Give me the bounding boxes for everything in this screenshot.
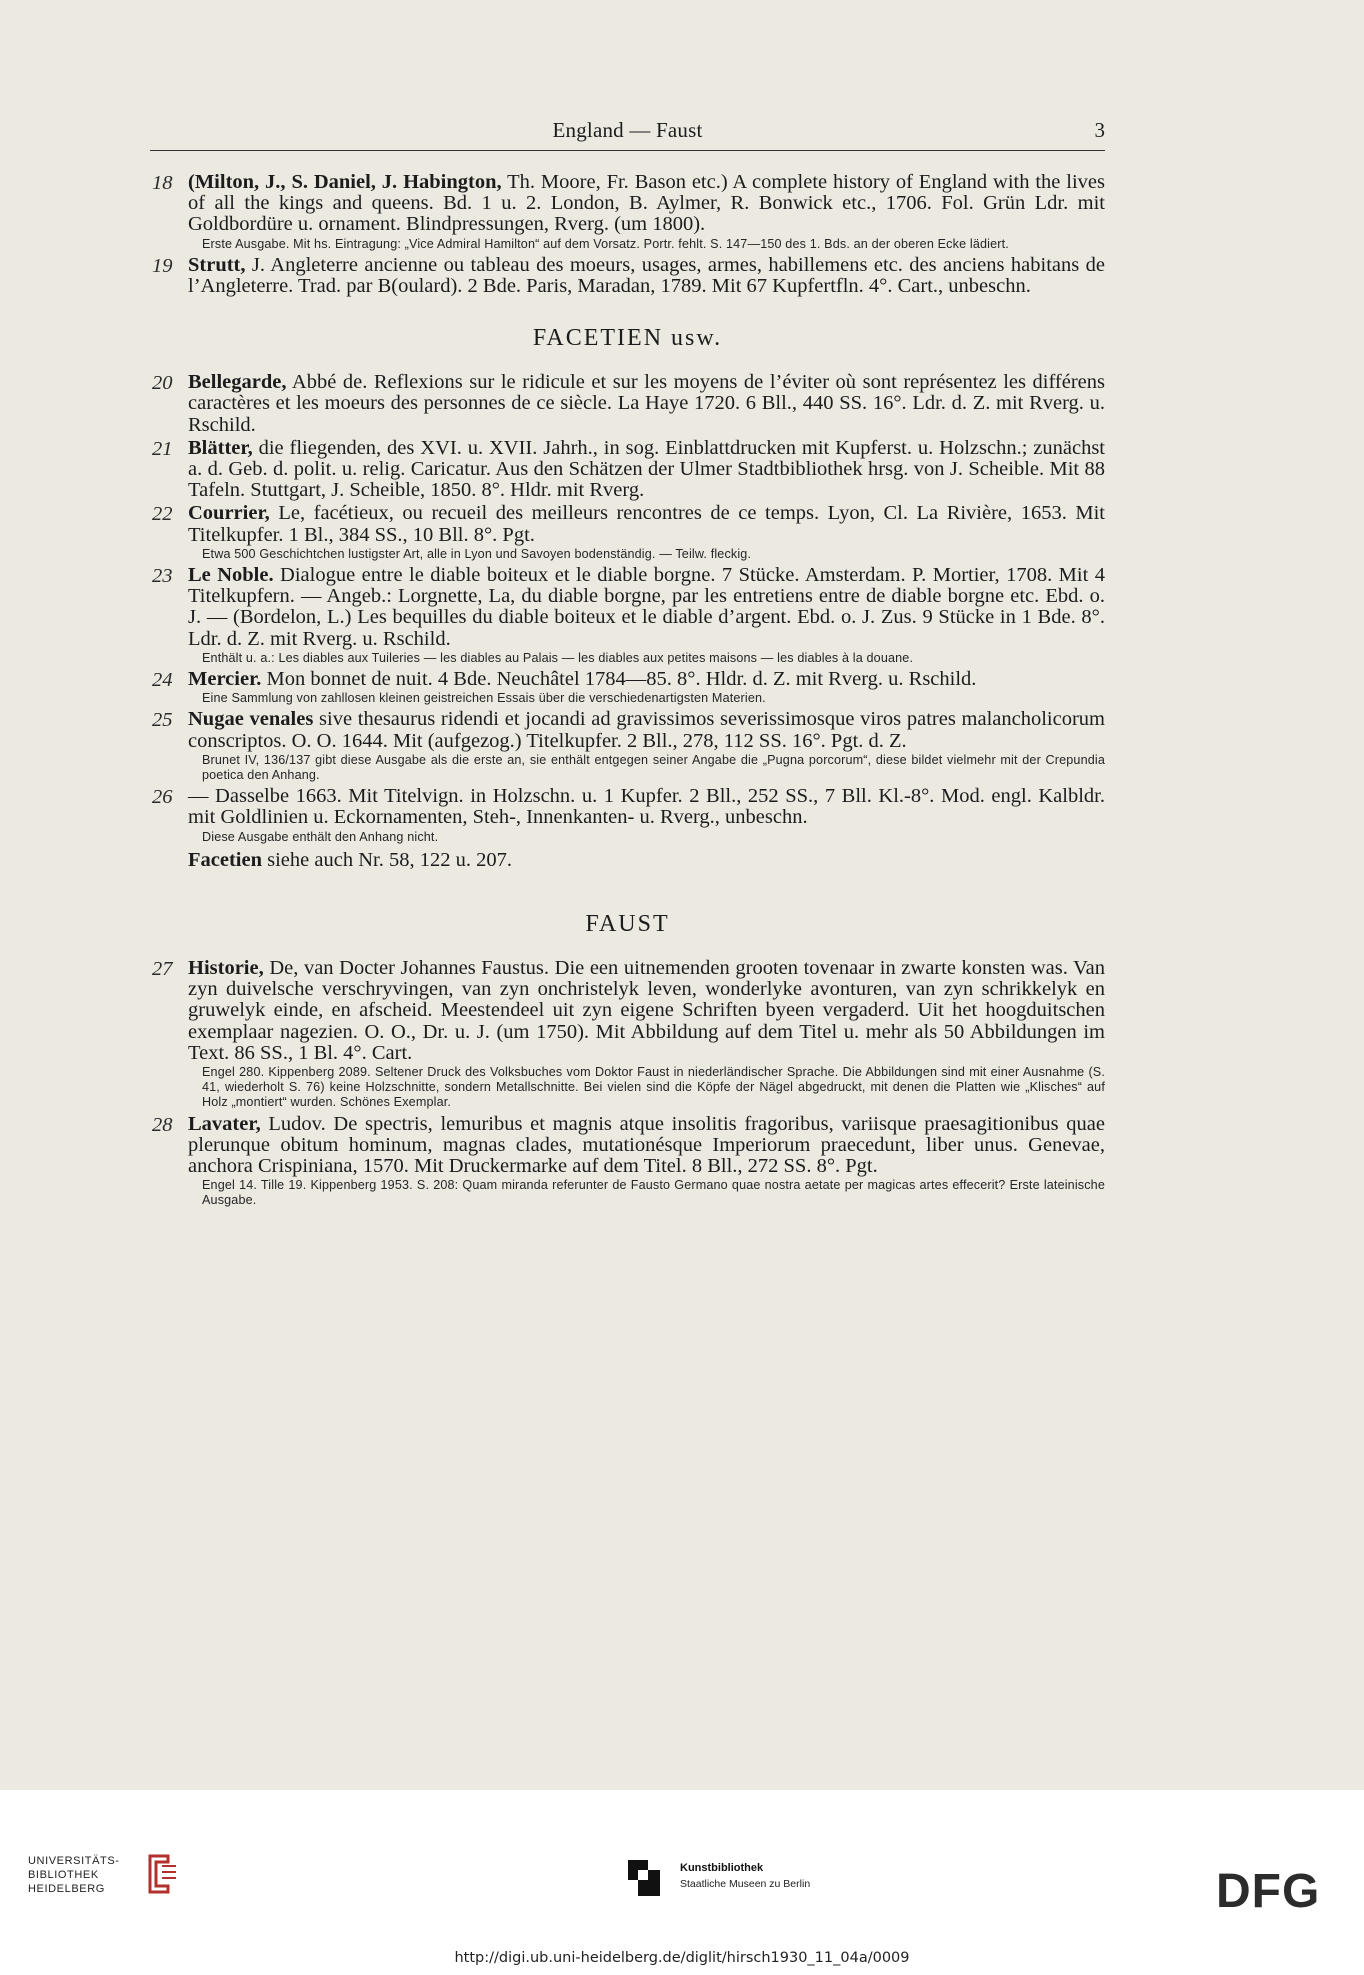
- catalogue-entry: [150, 255, 1105, 297]
- catalogue-entry: [150, 709, 1105, 783]
- catalogue-entry: [150, 438, 1105, 502]
- entry-text: Mon bonnet de nuit. 4 Bde. Neuchâtel 1784—85. 8°. Hldr. d. Z. mit Rverg. u. Rschild.: [261, 668, 977, 691]
- header-title: England — Faust: [552, 118, 703, 142]
- dfg-logo[interactable]: DFG: [1216, 1865, 1321, 1918]
- entry-number: 21: [152, 437, 173, 460]
- section-heading-facetien: FACETIEN usw.: [532, 325, 723, 352]
- entry-text: Le, facétieux, ou recueil des meilleurs rencontres de ce temps. Lyon, Cl. La Rivière, 1653. Mit Titelkupfer. 1 Bl., 384 SS., 10 Bll. 8°. Pgt.: [188, 502, 1105, 546]
- entry-description: [188, 565, 1105, 650]
- see-also-head: Facetien: [188, 848, 262, 871]
- see-also-text: siehe auch Nr. 58, 122 u. 207.: [262, 848, 512, 871]
- catalogue-entry: [150, 172, 1105, 252]
- entry-text: Th. Moore, Fr. Bason etc.) A complete history of England with the lives of all the kings and queens. Bd. 1 u. 2. London, B. Aylmer, R. Bonwick etc., 1706. Fol. Grün Ldr. mit Goldbordüre u. ornament. Blindpressungen, Rverg. (um 1800).: [188, 171, 1105, 236]
- catalogue-entry: [150, 958, 1105, 1111]
- entry-note: Etwa 500 Geschichtchen lustigster Art, alle in Lyon und Savoyen bodenständig. — Teilw. fleckig.: [202, 546, 752, 561]
- entry-description: [188, 372, 1105, 436]
- entry-description: [188, 438, 1105, 502]
- entry-description: [188, 255, 1105, 297]
- entry-note: Brunet IV, 136/137 gibt diese Ausgabe als die erste an, sie enthält entgegen seiner Angabe die „Pugna porcorum“, diese bildet vielmehr mit der Crepundia poetica den Anhang.: [202, 752, 1105, 783]
- entry-description: [188, 709, 1105, 751]
- uni-logo-line2: BIBLIOTHEK: [28, 1869, 99, 1881]
- entry-number: 25: [152, 709, 173, 732]
- entry-heading: Lavater,: [188, 1112, 261, 1135]
- kunstbibliothek-title: Kunstbibliothek: [680, 1862, 764, 1874]
- catalogue-entry: [150, 786, 1105, 845]
- entry-text: — Dasselbe 1663. Mit Titelvign. in Holzschn. u. 1 Kupfer. 2 Bll., 252 SS., 7 Bll. Kl.-8°. Mod. engl. Kalbldr. mit Goldlinien u. Eckornamenten, Steh-, Innenkanten- u. Rverg., unbeschn.: [188, 785, 1105, 829]
- entries-facetien: [150, 372, 1105, 845]
- kunstbibliothek-subtitle: Staatliche Museen zu Berlin: [680, 1878, 811, 1890]
- catalogue-entry: [150, 1114, 1105, 1209]
- entry-note: Eine Sammlung von zahllosen kleinen geistreichen Essais über die verschiedenartigsten Materien.: [202, 691, 766, 706]
- entry-number: 26: [152, 786, 173, 809]
- entry-heading: Bellegarde,: [188, 371, 287, 394]
- catalogue-entry: [150, 372, 1105, 436]
- footer-bar: [0, 1790, 1364, 1975]
- entry-heading: Le Noble.: [188, 564, 274, 587]
- entry-note: Engel 14. Tille 19. Kippenberg 1953. S. 208: Quam miranda referunter de Fausto Germano quae nostra aetate per magicas artes effecerit? Erste lateinische Ausgabe.: [202, 1178, 1105, 1208]
- catalogue-entry: [150, 565, 1105, 666]
- uni-logo-line1: UNIVERSITÄTS-: [28, 1855, 120, 1867]
- catalogue-entry: [150, 503, 1105, 562]
- kunstbibliothek-emblem-icon: [624, 1856, 670, 1900]
- entry-note: Engel 280. Kippenberg 2089. Seltener Druck des Volksbuches vom Doktor Faust in niederländischer Sprache. Die Abbildungen sind mit einer Ausnahme (S. 41, wiederholt S. 76) keine Holzschnitte, sondern Metallschnitte. Bei vielen sind die Köpfe der Nägel abgedruckt, mit denen die Platten wie „Klisches“ auf Holz „montiert“ wurden. Schönes Exemplar.: [202, 1064, 1105, 1110]
- entry-text: Abbé de. Reflexions sur le ridicule et sur les moyens de l’éviter où sont représentez les différens caractères et les moeurs des personnes de ce siècle. La Haye 1720. 6 Bll., 440 SS. 16°. Ldr. d. Z. mit Rverg. u. Rschild.: [188, 371, 1105, 436]
- page-number: 3: [1094, 118, 1105, 142]
- entry-number: 22: [152, 503, 173, 526]
- entry-number: 19: [152, 254, 173, 277]
- entry-text: die fliegenden, des XVI. u. XVII. Jahrh., in sog. Einblattdrucken mit Kupferst. u. Holzschn.; zunächst a. d. Geb. d. polit. u. relig. Caricatur. Aus den Schätzen der Ulmer Stadtbibliothek hrsg. von J. Scheible. Mit 88 Tafeln. Stuttgart, J. Scheible, 1850. 8°. Hldr. mit Rverg.: [188, 436, 1105, 502]
- permalink-url[interactable]: http://digi.ub.uni-heidelberg.de/diglit/hirsch1930_11_04a/0009: [454, 1950, 910, 1966]
- entry-number: 18: [152, 172, 173, 194]
- entry-number: 27: [152, 957, 173, 980]
- entry-number: 20: [152, 372, 173, 395]
- entry-description: [188, 1114, 1105, 1178]
- entry-description: [188, 669, 1105, 690]
- entry-description: [188, 172, 1105, 236]
- entries-faust: [150, 958, 1105, 1209]
- entry-note: Diese Ausgabe enthält den Anhang nicht.: [202, 829, 439, 844]
- entry-heading: Courrier,: [188, 502, 270, 525]
- section-heading-faust: FAUST: [585, 910, 670, 937]
- heidelberg-emblem-icon: [146, 1852, 180, 1896]
- running-header: [150, 118, 1105, 151]
- catalogue-content: [150, 172, 1105, 1212]
- entry-heading: Mercier.: [188, 668, 262, 691]
- permalink: [0, 1950, 1364, 1966]
- entry-text: sive thesaurus ridendi et jocandi ad gravissimos severissimosque viros patres malancholicorum conscriptos. O. O. 1644. Mit (aufgezog.) Titelkupfer. 2 Bll., 278, 112 SS. 16°. Pgt. d. Z.: [188, 708, 1106, 752]
- university-library-logo[interactable]: [28, 1854, 178, 1914]
- entry-description: [188, 503, 1105, 545]
- entries-england: [150, 172, 1105, 297]
- entry-heading: Nugae venales: [188, 708, 314, 731]
- entry-description: [188, 958, 1105, 1064]
- entry-heading: (Milton, J., S. Daniel, J. Habington,: [188, 171, 502, 193]
- entry-number: 28: [152, 1113, 173, 1136]
- entry-text: J. Angleterre ancienne ou tableau des moeurs, usages, armes, habillemens etc. des anciens habitans de l’Angleterre. Trad. par B(oulard). 2 Bde. Paris, Maradan, 1789. Mit 67 Kupfertfln. 4°. Cart., unbeschn.: [188, 253, 1105, 298]
- entry-heading: Strutt,: [188, 253, 246, 276]
- entry-text: Dialogue entre le diable boiteux et le diable borgne. 7 Stücke. Amsterdam. P. Mortier, 1708. Mit 4 Titelkupfern. — Angeb.: Lorgnette, La, du diable borgne, par les entretiens entre de diable borgne etc. Ebd. o. J. — (Bordelon, L.) Les bequilles du diable boiteux et le diable d’argent. Ebd. o. J. Zus. 9 Stücke in 1 Bde. 8°. Ldr. d. Z. mit Rverg. u. Rschild.: [188, 564, 1105, 650]
- entry-note: Enthält u. a.: Les diables aux Tuileries — les diables au Palais — les diables aux petites maisons — les diables à la douane.: [202, 650, 914, 665]
- uni-logo-line3: HEIDELBERG: [28, 1883, 105, 1895]
- see-also-line: [150, 849, 1105, 871]
- entry-number: 24: [152, 669, 173, 692]
- catalogue-entry: [150, 669, 1105, 706]
- entry-description: [188, 786, 1105, 828]
- entry-number: 23: [152, 565, 173, 588]
- entry-note: Erste Ausgabe. Mit hs. Eintragung: „Vice Admiral Hamilton“ auf dem Vorsatz. Portr. fehlt. S. 147—150 des 1. Bds. an der oberen Ecke lädiert.: [202, 236, 1009, 251]
- entry-text: Ludov. De spectris, lemuribus et magnis atque insolitis fragoribus, variisque praesagitionibus quae plerunque obitum hominum, magnas clades, mutationésque Imperiorum praecedunt, liber unus. Genevae, anchora Crispiniana, 1570. Mit Druckermarke auf dem Titel. 8 Bll., 272 SS. 8°. Pgt.: [188, 1112, 1105, 1177]
- entry-heading: Blätter,: [188, 436, 253, 459]
- kunstbibliothek-logo[interactable]: [624, 1856, 864, 1900]
- entry-heading: Historie,: [188, 956, 264, 979]
- entry-text: De, van Docter Johannes Faustus. Die een uitnemenden grooten tovenaar in zwarte konsten was. Van zyn duivelsche verschryvingen, van zyn onchristelyk leven, wonderlyke avonturen, van zyn schrikkelyk en gruwelyk einde, en afscheid. Meestendeel uit zyn eigene Schriften byeen vergaderd. Uit het hoogduitschen exemplaar nagezien. O. O., Dr. u. J. (um 1750). Mit Abbildung auf dem Titel u. mehr als 50 Abbildungen im Text. 86 SS., 1 Bl. 4°. Cart.: [188, 956, 1105, 1064]
